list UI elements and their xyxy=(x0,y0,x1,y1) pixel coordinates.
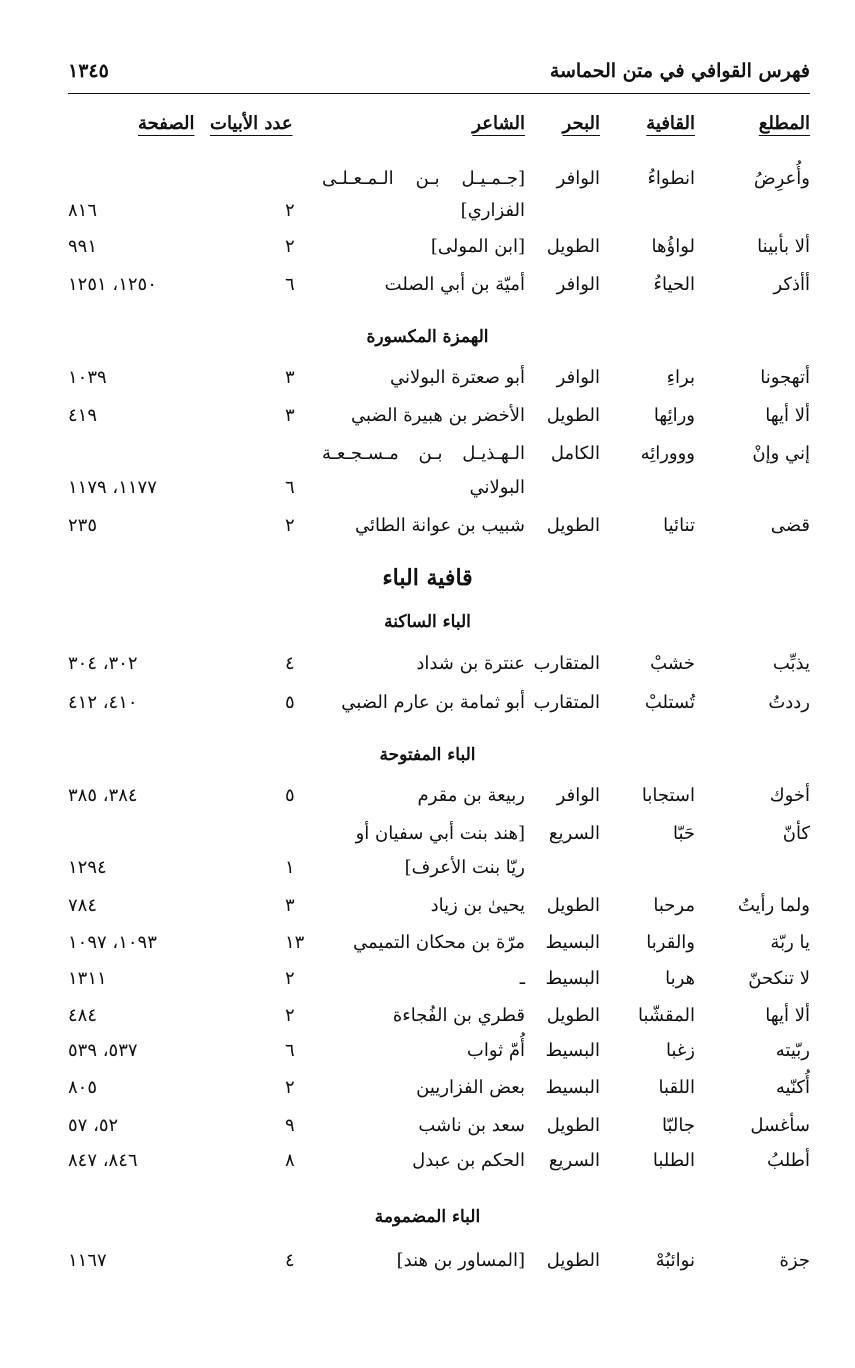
entry-poet: الحكم بن عبدل xyxy=(412,1150,525,1171)
entry-rhyme: والقربا xyxy=(646,932,695,953)
entry-verse-count: ٢ xyxy=(285,968,295,989)
entry-rhyme: لواؤُها xyxy=(651,236,695,257)
column-header-bahr: البحر xyxy=(562,113,600,134)
entry-meter: الطويل xyxy=(546,895,600,916)
entry-opening: جزة xyxy=(779,1250,810,1271)
entry-page-refs: ١٢٥٠، ١٢٥١ xyxy=(68,274,157,295)
entry-meter: الوافر xyxy=(556,168,600,189)
entry-meter: الوافر xyxy=(556,274,600,295)
entry-rhyme: جالبّا xyxy=(661,1115,695,1136)
entry-verse-count: ٨ xyxy=(285,1150,295,1171)
column-header-page: الصفحة xyxy=(138,113,195,134)
entry-poet: ـ xyxy=(519,968,525,989)
section-heading: الباء المفتوحة xyxy=(379,745,476,765)
entry-rhyme: خشبْ xyxy=(650,653,695,674)
page-number: ١٣٤٥ xyxy=(68,60,109,82)
entry-page-refs: ٨٠٥ xyxy=(68,1077,98,1098)
entry-meter: الطويل xyxy=(546,515,600,536)
entry-opening: أأذكر xyxy=(773,274,810,295)
entry-rhyme: حَبّا xyxy=(672,823,695,844)
entry-page-refs: ٥٣٧، ٥٣٩ xyxy=(68,1040,138,1061)
section-heading: الباء الساكنة xyxy=(384,612,471,632)
entry-verse-count: ٢ xyxy=(285,515,295,536)
entry-verse-count: ٣ xyxy=(285,367,295,388)
running-header-title: فهرس القوافي في متن الحماسة xyxy=(549,60,810,82)
entry-poet: أبو صعترة البولاني xyxy=(389,367,525,388)
entry-rhyme: تُستلبْ xyxy=(644,692,695,713)
entry-verse-count: ٢ xyxy=(285,1077,295,1098)
entry-opening: إني وإنْ xyxy=(752,443,810,464)
entry-meter: الكامل xyxy=(550,443,600,464)
entry-rhyme: استجابا xyxy=(641,785,695,806)
entry-poet: شبيب بن عوانة الطائي xyxy=(355,515,525,536)
entry-poet: يحيىٰ بن زياد xyxy=(430,895,525,916)
entry-verse-count: ٤ xyxy=(285,653,295,674)
section-heading: قافية الباء xyxy=(382,565,473,591)
entry-verse-count: ١٣ xyxy=(285,932,305,953)
entry-rhyme: زغبا xyxy=(665,1040,695,1061)
entry-page-refs: ٤٨٤ xyxy=(68,1005,98,1026)
entry-verse-count: ٥ xyxy=(285,692,295,713)
entry-poet: ربيعة بن مقرم xyxy=(417,785,525,806)
entry-poet: [جـمـيـل بـن الـمـعـلـى xyxy=(322,168,525,189)
entry-page-refs: ١٠٩٣، ١٠٩٧ xyxy=(68,932,157,953)
entry-page-refs: ١٣١١ xyxy=(68,968,107,989)
entry-verse-count: ٣ xyxy=(285,895,295,916)
entry-poet: عنترة بن شداد xyxy=(416,653,525,674)
entry-rhyme: ووورائِه xyxy=(640,443,695,464)
entry-rhyme: نوائبُهْ xyxy=(655,1250,695,1271)
entry-opening: ألا بأبينا xyxy=(757,236,810,257)
entry-page-refs: ١١٦٧ xyxy=(68,1250,107,1271)
entry-poet: [ابن المولى] xyxy=(430,236,525,257)
entry-page-refs: ١٠٣٩ xyxy=(68,367,107,388)
entry-page-refs: ٣٨٤، ٣٨٥ xyxy=(68,785,138,806)
entry-page-refs: ٨٤٦، ٨٤٧ xyxy=(68,1150,138,1171)
entry-poet: سعد بن ناشب xyxy=(418,1115,525,1136)
entry-opening: ألا أيها xyxy=(765,1005,810,1026)
entry-poet: بعض الفزاريين xyxy=(416,1077,525,1098)
entry-rhyme: ورائِها xyxy=(653,405,695,426)
entry-page-refs: ٧٨٤ xyxy=(68,895,98,916)
entry-poet: أميّة بن أبي الصلت xyxy=(384,274,525,295)
entry-verse-count: ٦ xyxy=(285,477,295,498)
entry-page-refs: ٤١٠، ٤١٢ xyxy=(68,692,138,713)
entry-opening: أخوك xyxy=(769,785,810,806)
entry-opening: كأنّ xyxy=(782,823,810,844)
entry-verse-count: ٩ xyxy=(285,1115,295,1136)
entry-verse-count: ٣ xyxy=(285,405,295,426)
entry-meter: البسيط xyxy=(545,1040,600,1061)
section-heading: الهمزة المكسورة xyxy=(366,327,489,347)
entry-rhyme: براءِ xyxy=(666,367,695,388)
entry-verse-count: ٤ xyxy=(285,1250,295,1271)
entry-page-refs: ٨١٦ xyxy=(68,200,98,221)
entry-page-refs: ١١٧٧، ١١٧٩ xyxy=(68,477,157,498)
entry-poet: [هند بنت أبي سفيان أو xyxy=(355,823,525,844)
entry-meter: الطويل xyxy=(546,1250,600,1271)
entry-page-refs: ١٢٩٤ xyxy=(68,857,107,878)
entry-meter: السريع xyxy=(548,1150,600,1171)
entry-meter: المتقارب xyxy=(533,692,600,713)
entry-opening: لا تنكحنّ xyxy=(748,968,810,989)
entry-meter: البسيط xyxy=(545,1077,600,1098)
entry-opening: قضى xyxy=(770,515,810,536)
entry-opening: أتهجونا xyxy=(760,367,810,388)
entry-opening: ألا أيها xyxy=(765,405,810,426)
entry-opening: سأغسل xyxy=(750,1115,810,1136)
entry-poet: البولاني xyxy=(469,477,525,498)
entry-meter: البسيط xyxy=(545,968,600,989)
entry-rhyme: اللقبا xyxy=(658,1077,695,1098)
entry-opening: يذبِّب xyxy=(772,653,810,674)
entry-opening: ربّيته xyxy=(775,1040,810,1061)
entry-poet: الـهـذيـل بـن مـسـجـعـة xyxy=(322,443,525,464)
entry-verse-count: ١ xyxy=(285,857,295,878)
column-header-count: عدد الأبيات xyxy=(210,113,293,134)
entry-rhyme: مرحبا xyxy=(653,895,695,916)
entry-meter: البسيط xyxy=(545,932,600,953)
entry-page-refs: ٩٩١ xyxy=(68,236,98,257)
entry-poet: الأخضر بن هبيرة الضبي xyxy=(350,405,525,426)
column-header-qafiya: القافية xyxy=(646,113,695,134)
column-header-shaer: الشاعر xyxy=(472,113,525,134)
entry-verse-count: ٢ xyxy=(285,236,295,257)
entry-rhyme: هربا xyxy=(665,968,695,989)
entry-meter: المتقارب xyxy=(533,653,600,674)
entry-verse-count: ٢ xyxy=(285,200,295,221)
section-heading: الباء المضمومة xyxy=(374,1207,481,1227)
entry-meter: السريع xyxy=(548,823,600,844)
entry-poet: [المساور بن هند] xyxy=(396,1250,525,1271)
entry-poet: أبو ثمامة بن عارم الضبي xyxy=(341,692,525,713)
column-header-matla: المطلع xyxy=(758,113,810,134)
entry-poet: أُمّ ثواب xyxy=(466,1040,525,1061)
entry-meter: الوافر xyxy=(556,367,600,388)
entry-opening: رددتُ xyxy=(768,692,810,713)
entry-rhyme: الحياءُ xyxy=(653,274,695,295)
entry-meter: الطويل xyxy=(546,405,600,426)
entry-opening: أطلبُ xyxy=(767,1150,810,1171)
entry-opening: يا ربّة xyxy=(770,932,810,953)
entry-opening: ولما رأيتُ xyxy=(737,895,810,916)
entry-meter: الوافر xyxy=(556,785,600,806)
entry-poet: مرّة بن محكان التميمي xyxy=(353,932,525,953)
entry-meter: الطويل xyxy=(546,1005,600,1026)
entry-rhyme: المقشّبا xyxy=(638,1005,695,1026)
entry-rhyme: الطلبا xyxy=(652,1150,695,1171)
entry-page-refs: ٣٠٢، ٣٠٤ xyxy=(68,653,138,674)
entry-opening: وأُعرِضُ xyxy=(753,168,810,189)
entry-rhyme: تنائيا xyxy=(663,515,695,536)
entry-page-refs: ٤١٩ xyxy=(68,405,98,426)
header-divider xyxy=(68,93,810,94)
entry-poet: ريّا بنت الأعرف] xyxy=(404,857,525,878)
entry-meter: الطويل xyxy=(546,236,600,257)
entry-meter: الطويل xyxy=(546,1115,600,1136)
entry-verse-count: ٦ xyxy=(285,1040,295,1061)
entry-opening: أُكنّيه xyxy=(775,1077,810,1098)
entry-page-refs: ٥٢، ٥٧ xyxy=(68,1115,119,1136)
entry-verse-count: ٢ xyxy=(285,1005,295,1026)
entry-rhyme: انطواءُ xyxy=(647,168,695,189)
entry-page-refs: ٢٣٥ xyxy=(68,515,98,536)
entry-verse-count: ٦ xyxy=(285,274,295,295)
entry-verse-count: ٥ xyxy=(285,785,295,806)
entry-poet: الفزاري] xyxy=(460,200,525,221)
entry-poet: قطري بن الفُجاءة xyxy=(392,1005,525,1026)
